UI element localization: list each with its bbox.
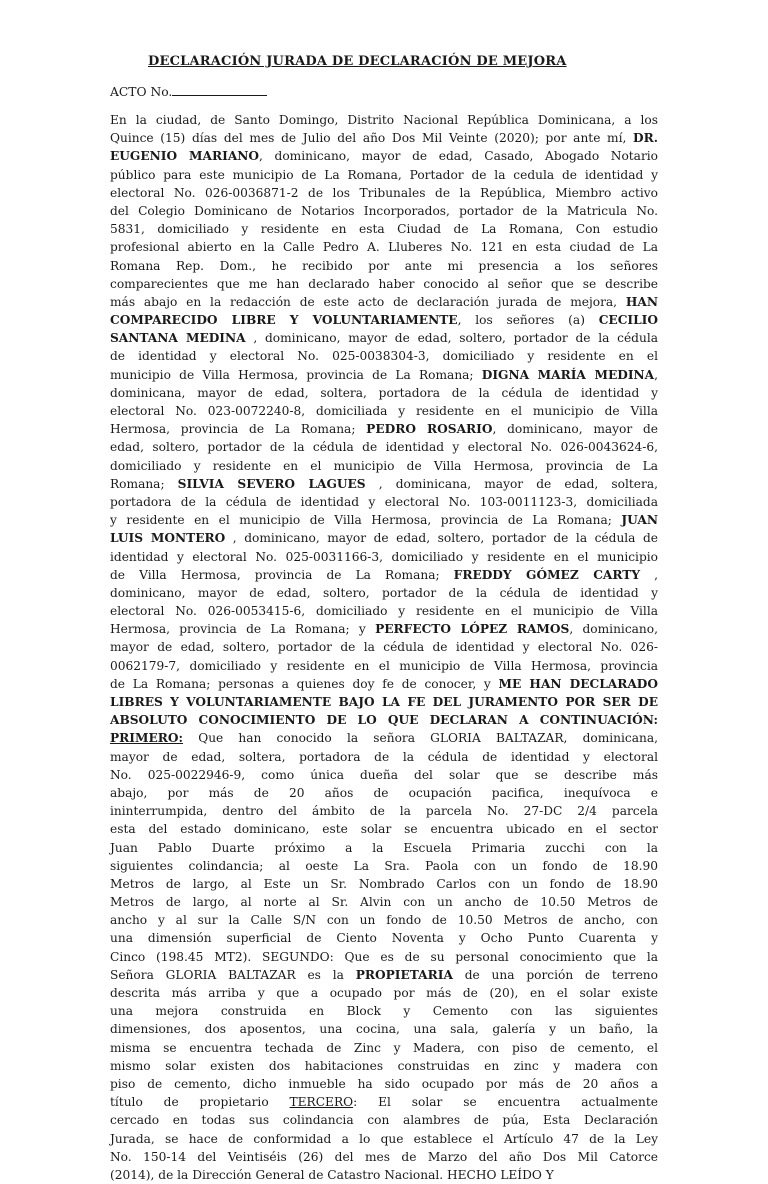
- document-title: DECLARACIÓN JURADA DE DECLARACIÓN DE MEJORA: [148, 54, 567, 69]
- text-segment: , dominicana, mayor de edad, soltera,: [365, 476, 658, 491]
- text-segment: ME HAN DECLARADO: [498, 676, 658, 691]
- text-line: [110, 202, 658, 220]
- text-segment: una mejora construida en Block y Cemento con las siguientes: [110, 1004, 658, 1019]
- text-line: [110, 638, 658, 656]
- text-segment: Quince (15) días del mes de Julio del año Dos Mil Veinte (2020); por ante mí,: [110, 131, 634, 146]
- text-segment: público para este municipio de La Romana, Portador de la cedula de identidad y: [110, 167, 658, 182]
- text-segment: LIBRES Y VOLUNTARIAMENTE BAJO LA FE DEL JURAMENTO POR SER DE: [110, 695, 658, 709]
- text-line: [110, 675, 658, 693]
- text-segment: SANTANA MEDINA: [110, 331, 246, 346]
- text-segment: Hermosa, provincia de La Romana; y: [110, 622, 376, 637]
- text-segment: FREDDY GÓMEZ CARTY: [453, 567, 641, 582]
- text-segment: Metros de largo, al norte al Sr. Alvin con un ancho de 10.50 Metros de: [110, 895, 658, 910]
- text-line: [110, 602, 658, 620]
- text-line: [110, 329, 658, 347]
- text-line: [110, 693, 658, 711]
- text-segment: electoral No. 023-0072240-8, domiciliada y residente en el municipio de Villa: [110, 404, 658, 418]
- text-segment: HAN: [625, 294, 658, 309]
- text-segment: de identidad y electoral No. 025-0038304-3, domiciliado y residente en el: [110, 349, 658, 364]
- text-segment: TERCERO: [289, 1095, 354, 1110]
- text-segment: 5831, domiciliado y residente en esta Ciudad de La Romana, Con estudio: [110, 222, 658, 237]
- text-line: [110, 1148, 658, 1166]
- acto-number-line: [110, 83, 267, 99]
- text-segment: Hermosa, provincia de La Romana;: [110, 422, 367, 437]
- text-segment: del Colegio Dominicano de Notarios Incorporados, portador de la Matricula No.: [110, 203, 658, 218]
- text-segment: DR.: [633, 131, 658, 146]
- text-segment: No. 150-14 del Veintiséis (26) del mes de Marzo del año Dos Mil Catorce: [110, 1149, 658, 1164]
- text-line: [110, 257, 658, 275]
- text-segment: , dominicano, mayor de edad, soltero, portador de la cédula: [245, 331, 658, 346]
- text-line: [110, 457, 658, 475]
- text-line: [110, 293, 658, 311]
- text-segment: edad, soltero, portador de la cédula de identidad y electoral No. 026-0043624-6,: [110, 440, 658, 455]
- text-segment: misma se encuentra techada de Zinc y Madera, con piso de cemento, el: [110, 1040, 658, 1055]
- text-line: [110, 529, 658, 547]
- text-segment: Señora GLORIA BALTAZAR es la: [110, 967, 356, 982]
- text-line: [110, 584, 658, 602]
- text-line: [110, 911, 658, 929]
- text-segment: de Villa Hermosa, provincia de La Romana;: [110, 567, 454, 582]
- text-line: [110, 1166, 658, 1184]
- text-segment: En la ciudad, de Santo Domingo, Distrito Nacional República Dominicana, a los: [110, 113, 658, 127]
- declaration-text: [110, 111, 658, 1184]
- text-segment: ABSOLUTO CONOCIMIENTO DE LO QUE DECLARAN A CONTINUACIÓN:: [110, 713, 658, 728]
- text-line: [110, 238, 658, 256]
- text-line: [110, 948, 658, 966]
- text-segment: EUGENIO MARIANO: [110, 149, 260, 164]
- text-segment: DIGNA MARÍA MEDINA: [481, 367, 655, 382]
- text-line: [110, 966, 658, 984]
- text-segment: Jurada, se hace de conformidad a lo que establece el Artículo 47 de la Ley: [110, 1131, 658, 1146]
- text-line: [110, 1075, 658, 1093]
- text-line: [110, 1002, 658, 1020]
- text-segment: más abajo en la redacción de este acto de declaración jurada de mejora,: [110, 294, 626, 309]
- text-segment: descrita más arriba y que a ocupado por más de (20), en el solar existe: [110, 986, 658, 1000]
- text-segment: piso de cemento, dicho inmueble ha sido ocupado por más de 20 años a: [110, 1076, 658, 1091]
- text-segment: Cinco (198.45 MT2). SEGUNDO: Que es de su personal conocimiento que la: [110, 949, 658, 964]
- text-line: [110, 402, 658, 420]
- text-segment: esta del estado dominicano, este solar se encuentra ubicado en el sector: [110, 822, 658, 837]
- text-line: [110, 166, 658, 184]
- text-line: [110, 129, 658, 147]
- text-line: [110, 384, 658, 402]
- text-line: [110, 1093, 658, 1111]
- text-line: [110, 438, 658, 456]
- text-line: [110, 729, 658, 747]
- text-line: [110, 566, 658, 584]
- text-segment: , dominicano, mayor de: [492, 422, 658, 437]
- text-line: [110, 857, 658, 875]
- text-segment: dominicana, mayor de edad, soltera, portadora de la cédula de identidad y: [110, 385, 658, 400]
- text-segment: dominicano, mayor de edad, soltero, portador de la cédula de identidad y: [110, 585, 658, 600]
- text-line: [110, 311, 658, 329]
- text-line: [110, 220, 658, 238]
- text-line: [110, 802, 658, 820]
- text-segment: mayor de edad, soltera, portadora de la cédula de identidad y electoral: [110, 749, 658, 764]
- text-line: [110, 875, 658, 893]
- text-segment: electoral No. 026-0053415-6, domiciliado y residente en el municipio de Villa: [110, 604, 658, 619]
- text-line: [110, 1039, 658, 1057]
- text-segment: domiciliado y residente en el municipio de Villa Hermosa, provincia de La: [110, 458, 658, 473]
- text-segment: ,: [640, 567, 659, 582]
- text-line: [110, 111, 658, 129]
- text-line: [110, 493, 658, 511]
- text-line: [110, 420, 658, 438]
- text-segment: LUIS MONTERO: [110, 531, 226, 546]
- text-segment: portadora de la cédula de identidad y electoral No. 103-0011123-3, domiciliada: [110, 494, 658, 509]
- text-segment: , dominicano, mayor de edad, Casado, Abogado Notario: [259, 149, 659, 164]
- text-segment: Que han conocido la señora GLORIA BALTAZAR, dominicana,: [183, 731, 658, 746]
- text-segment: identidad y electoral No. 025-0031166-3, domiciliado y residente en el municipio: [110, 549, 658, 564]
- text-line: [110, 893, 658, 911]
- text-segment: y residente en el municipio de Villa Hermosa, provincia de La Romana;: [110, 513, 622, 528]
- text-line: [110, 1130, 658, 1148]
- text-line: [110, 184, 658, 202]
- text-segment: 0062179-7, domiciliado y residente en el municipio de Villa Hermosa, provincia: [110, 658, 658, 673]
- text-line: [110, 984, 658, 1002]
- text-segment: (2014), de la Dirección General de Catastro Nacional. HECHO LEÍDO Y: [110, 1167, 554, 1182]
- text-line: [110, 766, 658, 784]
- text-line: [110, 820, 658, 838]
- text-line: [110, 275, 658, 293]
- text-segment: PRIMERO:: [110, 731, 184, 746]
- text-segment: municipio de Villa Hermosa, provincia de La Romana;: [110, 367, 482, 382]
- text-line: [110, 147, 658, 165]
- text-segment: abajo, por más de 20 años de ocupación pacifica, inequívoca e: [110, 785, 658, 800]
- text-line: [110, 475, 658, 493]
- text-line: [110, 1111, 658, 1129]
- text-segment: , dominicano,: [569, 622, 658, 637]
- text-segment: electoral No. 026-0036871-2 de los Tribunales de la República, Miembro activo: [110, 185, 658, 200]
- text-segment: Metros de largo, al Este un Sr. Nombrado Carlos con un fondo de 18.90: [110, 876, 658, 891]
- text-segment: una dimensión superficial de Ciento Noventa y Ocho Punto Cuarenta y: [110, 931, 658, 946]
- text-line: [110, 929, 658, 947]
- text-segment: SILVIA SEVERO LAGUES: [177, 476, 366, 491]
- text-segment: CECILIO: [598, 313, 658, 328]
- text-segment: COMPARECIDO LIBRE Y VOLUNTARIAMENTE: [110, 313, 458, 328]
- text-line: [110, 1057, 658, 1075]
- text-segment: JUAN: [621, 513, 658, 528]
- text-segment: dimensiones, dos aposentos, una cocina, una sala, galería y un baño, la: [110, 1022, 658, 1037]
- text-line: [110, 711, 658, 729]
- text-segment: mismo solar existen dos habitaciones construidas en zinc y madera con: [110, 1058, 658, 1073]
- text-segment: de La Romana; personas a quienes doy fe de conocer, y: [110, 676, 499, 691]
- text-segment: PERFECTO LÓPEZ RAMOS: [375, 622, 570, 637]
- text-segment: : El solar se encuentra actualmente: [353, 1095, 658, 1110]
- text-segment: mayor de edad, soltero, portador de la cédula de identidad y electoral No. 026-: [110, 640, 658, 655]
- text-segment: Romana Rep. Dom., he recibido por ante mi presencia a los señores: [110, 258, 658, 273]
- text-segment: Romana;: [110, 476, 178, 491]
- text-segment: cercado en todas sus colindancia con alambres de púa, Esta Declaración: [110, 1113, 658, 1128]
- text-line: [110, 657, 658, 675]
- text-segment: de una porción de terreno: [452, 967, 658, 982]
- text-segment: , los señores (a): [457, 313, 599, 328]
- text-segment: ancho y al sur la Calle S/N con un fondo de 10.50 Metros de ancho, con: [110, 913, 658, 928]
- text-segment: siguientes colindancia; al oeste La Sra. Paola con un fondo de 18.90: [110, 858, 658, 873]
- acto-number-blank: [172, 83, 267, 96]
- text-segment: No. 025-0022946-9, como única dueña del solar que se describe más: [110, 767, 658, 782]
- text-line: [110, 839, 658, 857]
- text-line: [110, 548, 658, 566]
- text-segment: título de propietario: [110, 1095, 290, 1110]
- text-segment: PROPIETARIA: [355, 967, 453, 982]
- text-line: [110, 366, 658, 384]
- text-segment: , dominicano, mayor de edad, soltero, portador de la cédula de: [225, 531, 658, 546]
- text-line: [110, 784, 658, 802]
- text-segment: comparecientes que me han declarado haber conocido al señor que se describe: [110, 276, 658, 291]
- acto-label: ACTO No.: [110, 85, 173, 99]
- text-segment: profesional abierto en la Calle Pedro A. Lluberes No. 121 en esta ciudad de La: [110, 240, 658, 255]
- text-line: [110, 748, 658, 766]
- text-line: [110, 347, 658, 365]
- text-segment: ,: [654, 367, 659, 382]
- text-line: [110, 620, 658, 638]
- text-segment: PEDRO ROSARIO: [366, 422, 493, 437]
- text-segment: Juan Pablo Duarte próximo a la Escuela Primaria zucchi con la: [110, 840, 658, 855]
- text-segment: ininterrumpida, dentro del ámbito de la parcela No. 27-DC 2/4 parcela: [110, 804, 658, 819]
- text-line: [110, 511, 658, 529]
- text-line: [110, 1020, 658, 1038]
- document-body: [110, 0, 659, 1182]
